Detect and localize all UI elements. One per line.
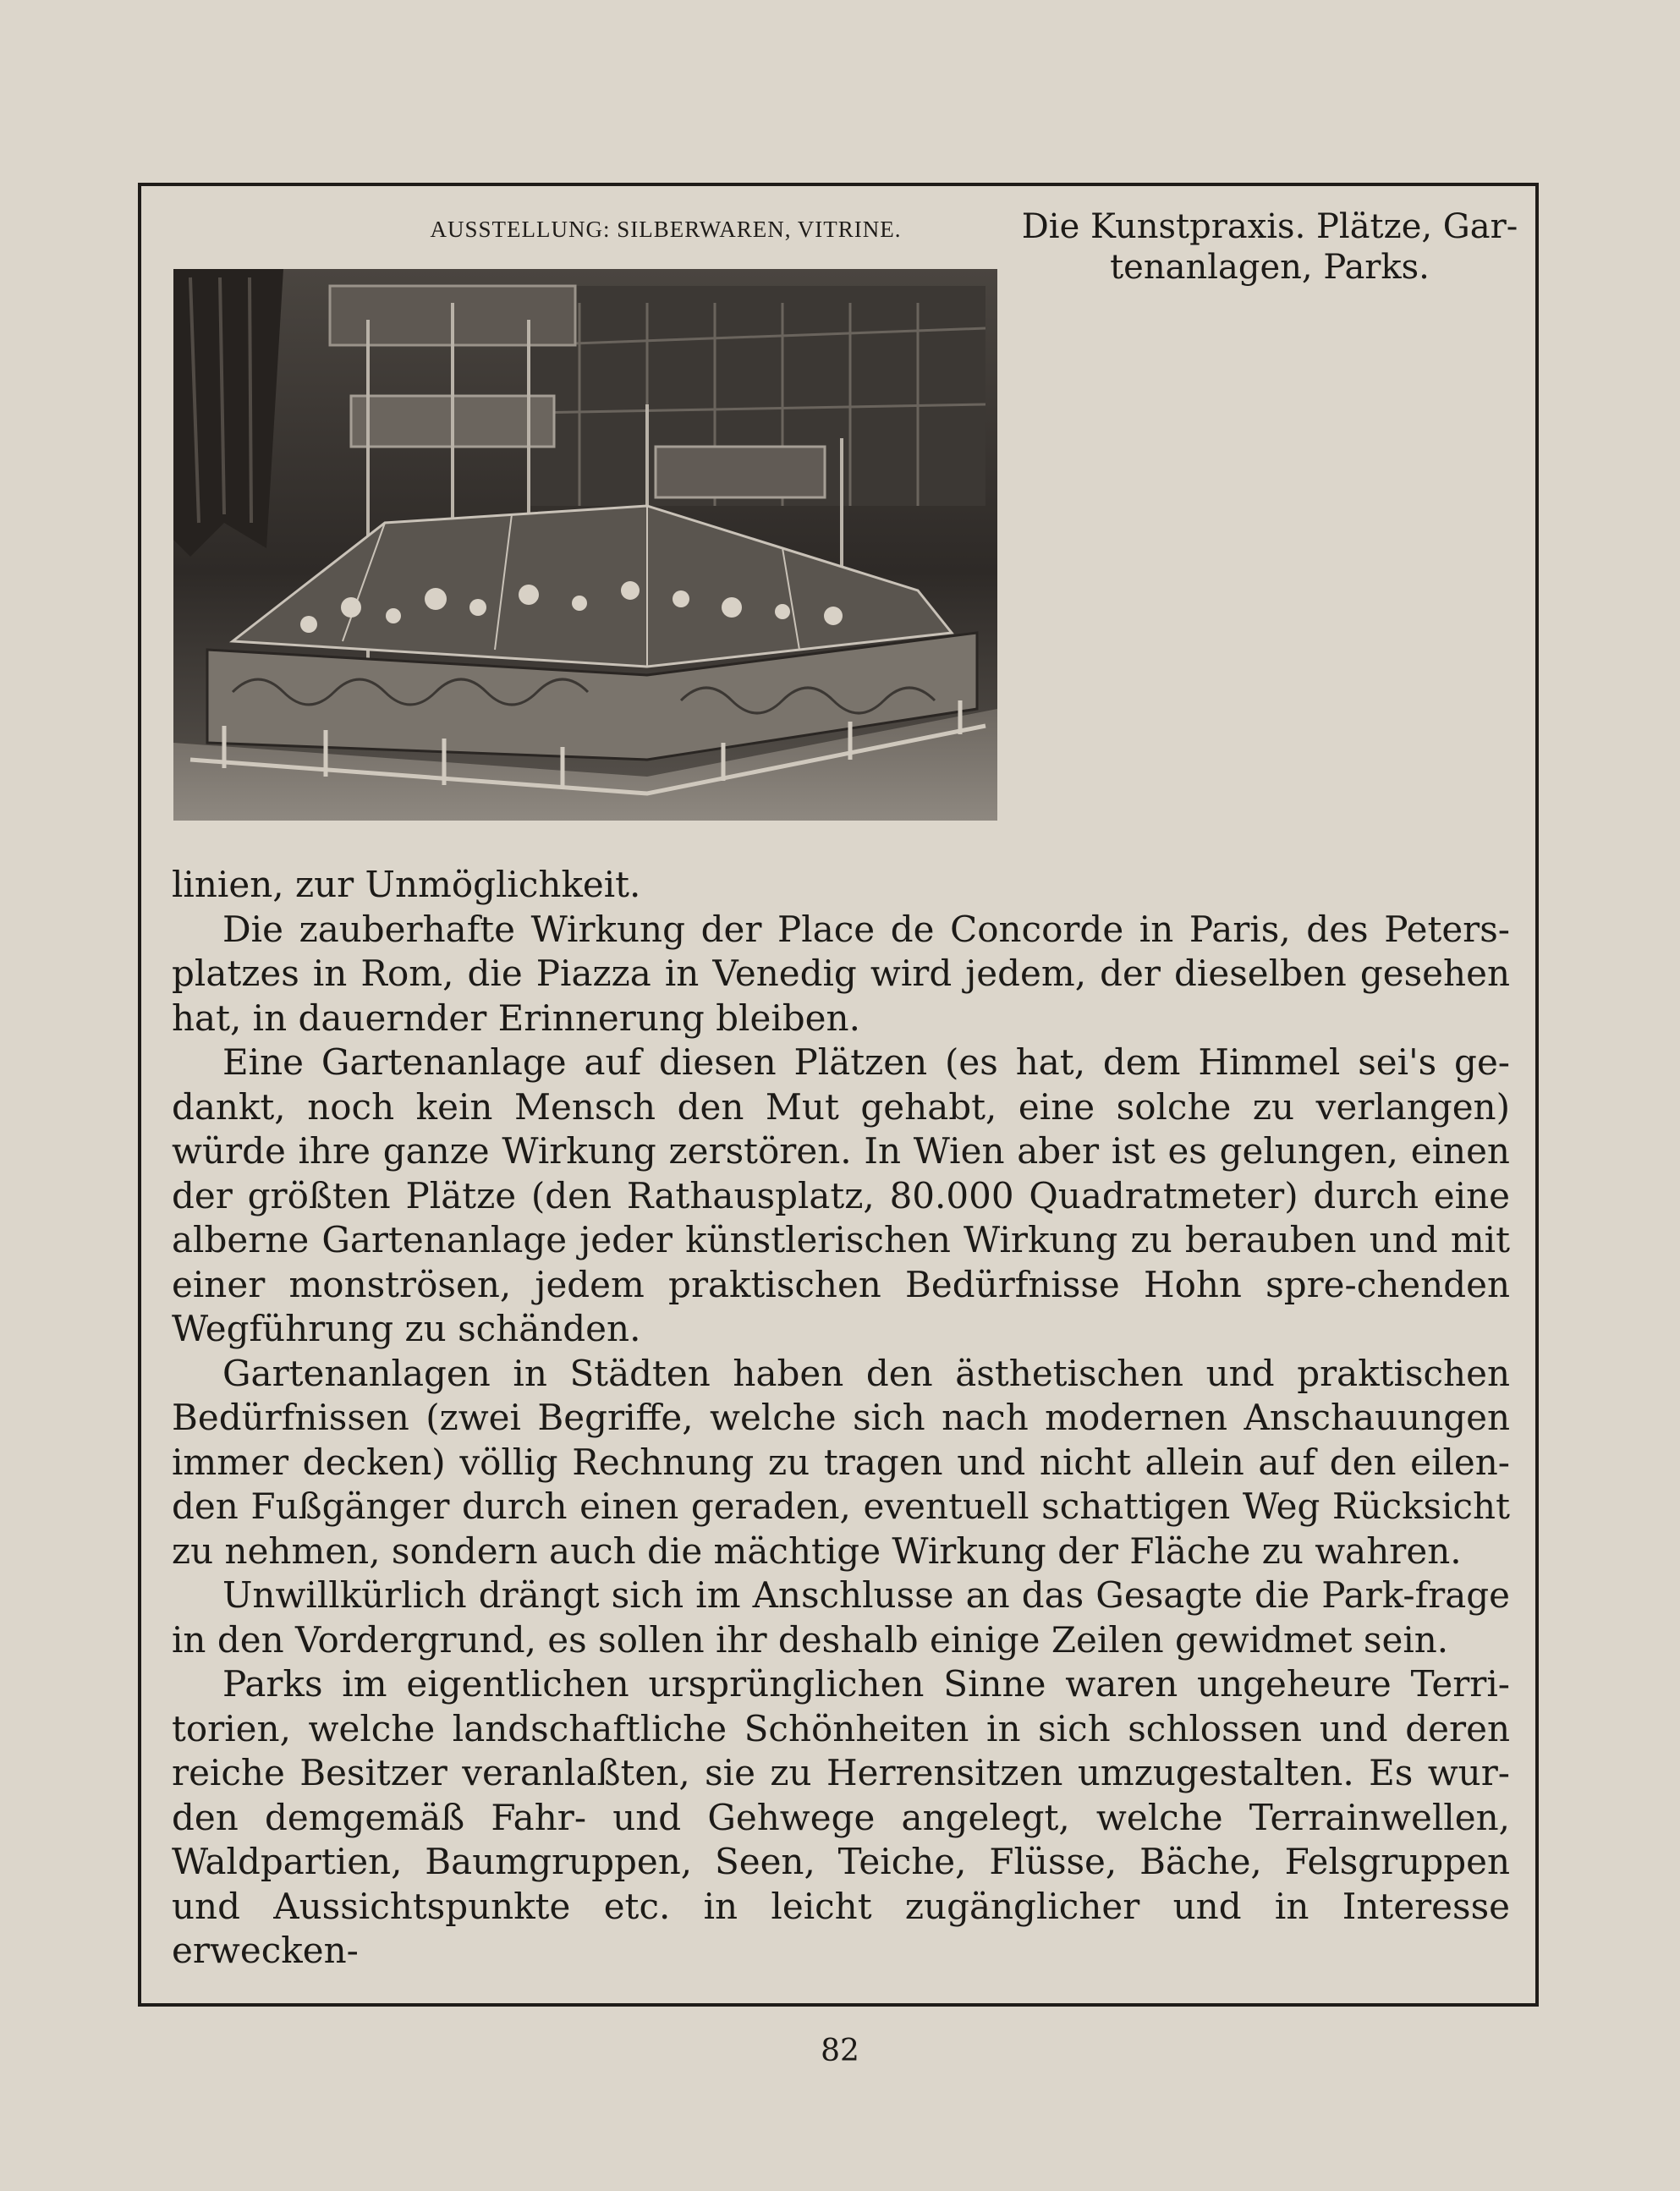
body-text [172,863,1510,1974]
paragraph-5: Unwillkürlich drängt sich im Anschlusse an das Gesagte die Park-frage in den Vordergrund, es sollen ihr deshalb einige Zeilen gewidmet sein. [172,1574,1510,1661]
paragraph-2: Die zauberhafte Wirkung der Place de Concorde in Paris, des Peters-platzes in Rom, die Piazza in Venedig wird jedem, der dieselben gesehen hat, in dauernder Erinnerung bleiben. [172,908,1510,1039]
exhibition-photo-illustration [173,269,997,821]
paragraph-6: Parks im eigentlichen ursprünglichen Sinne waren ungeheure Terri-torien, welche landschaftliche Schönheiten in sich schlossen und deren reiche Besitzer veranlaßten, sie zu Herrensitzen umzugestalten. Es wur-den demgemäß Fahr- und Gehwege angelegt, welche Terrainwellen, Waldpartien, Baumgruppen, Seen, Teiche, Flüsse, Bäche, Felsgruppen und Aussichtspunkte etc. in leicht zugänglicher und in Interesse erwecken- [172,1663,1510,1971]
paragraph-1: linien, zur Unmöglichkeit. [172,864,641,905]
section-title-line-1: Die Kunstpraxis. Plätze, Gar- [1021,207,1518,246]
exhibition-photo [173,269,997,821]
paragraph-3: Eine Gartenanlage auf diesen Plätzen (es hat, dem Himmel sei's ge-dankt, noch kein Mensch den Mut gehabt, eine solche zu verlangen) würde ihre ganze Wirkung zerstören. In Wien aber ist es gelungen, einen der größten Plätze (den Rathausplatz, 80.000 Quadratmeter) durch eine alberne Gartenanlage jeder künstlerischen Wirkung zu berauben und mit einer monströsen, jedem praktischen Bedürfnisse Hohn spre-chenden Wegführung zu schänden. [172,1041,1510,1349]
section-title [1016,206,1524,288]
page-frame [138,183,1539,2007]
section-title-line-2: tenanlagen, Parks. [1110,248,1430,287]
paragraph-4: Gartenanlagen in Städten haben den ästhetischen und praktischen Bedürfnissen (zwei Begriffe, welche sich nach modernen Anschauungen immer decken) völlig Rechnung zu tragen und nicht allein auf den eilen-den Fußgänger durch einen geraden, eventuell schattigen Weg Rücksicht zu nehmen, sondern auch die mächtige Wirkung der Fläche zu wahren. [172,1352,1510,1572]
photo-caption: AUSSTELLUNG: SILBERWAREN, VITRINE. [430,217,902,242]
page-number: 82 [821,2034,859,2068]
